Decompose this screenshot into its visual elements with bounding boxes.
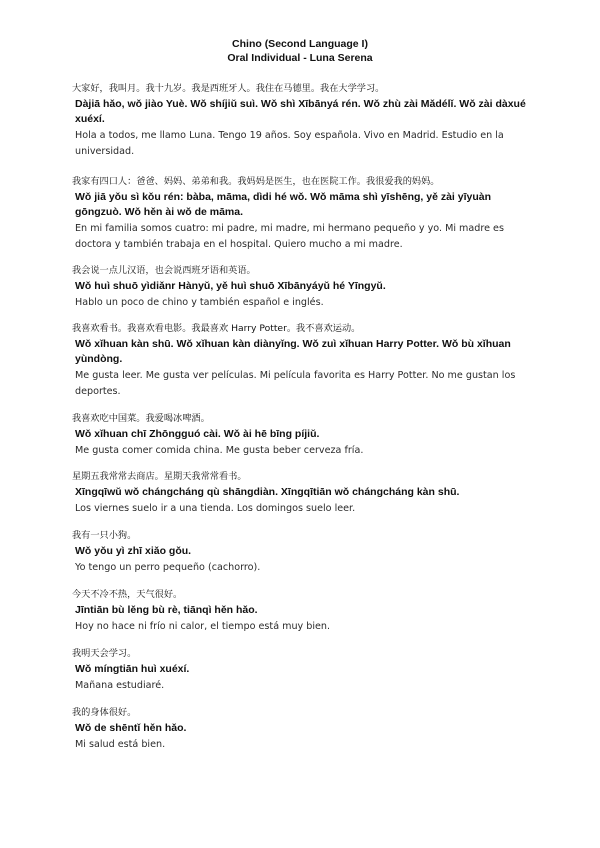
- entry-pet: [72, 529, 528, 576]
- spanish-text: Hoy no hace ni frío ni calor, el tiempo está muy bien.: [75, 621, 331, 632]
- pinyin-text: Wǒ míngtiān huì xuéxí.: [75, 663, 190, 675]
- spanish-text: Yo tengo un perro pequeño (cachorro).: [75, 562, 261, 573]
- entry-weekly-routine: [72, 470, 528, 517]
- spanish-text: Hola a todos, me llamo Luna. Tengo 19 años. Soy española. Vivo en Madrid. Estudio en la universidad.: [75, 130, 504, 157]
- chinese-text: 我明天会学习。: [72, 648, 137, 659]
- chinese-text: 今天不冷不热，天气很好。: [72, 589, 183, 600]
- chinese-text: 星期五我常常去商店。星期天我常常看书。: [72, 471, 247, 482]
- pinyin-text: Wǒ jiā yǒu sì kǒu rén: bàba, māma, dìdi hé wǒ. Wǒ māma shì yīshēng, yě zài yīyuàn gōngzuò. Wǒ hěn ài wǒ de māma.: [75, 191, 492, 218]
- pinyin-text: Wǒ xǐhuan chī Zhōngguó cài. Wǒ ài hē bīng píjiǔ.: [75, 428, 320, 440]
- chinese-text: 我的身体很好。: [72, 707, 137, 718]
- pinyin-text: Xīngqīwǔ wǒ chángcháng qù shāngdiàn. Xīngqītiān wǒ chángcháng kàn shū.: [75, 486, 460, 498]
- pinyin-text: Wǒ xǐhuan kàn shū. Wǒ xǐhuan kàn diànyǐng. Wǒ zuì xǐhuan Harry Potter. Wǒ bù xǐhuan yùndòng.: [75, 338, 511, 365]
- entry-weather: [72, 588, 528, 635]
- chinese-text: 我喜欢吃中国菜。我爱喝冰啤酒。: [72, 413, 210, 424]
- chinese-text: 我喜欢看书。我喜欢看电影。我最喜欢 Harry Potter。我不喜欢运动。: [72, 323, 361, 334]
- document-title: Chino (Second Language I): [232, 38, 368, 50]
- spanish-text: Me gusta comer comida china. Me gusta beber cerveza fría.: [75, 445, 364, 456]
- pinyin-text: Wǒ yǒu yì zhī xiǎo gǒu.: [75, 545, 192, 557]
- entry-food: [72, 412, 528, 459]
- entry-introduction: [72, 82, 528, 159]
- entry-languages: [72, 264, 528, 311]
- spanish-text: Mi salud está bien.: [75, 739, 166, 750]
- spanish-text: Los viernes suelo ir a una tienda. Los domingos suelo leer.: [75, 503, 356, 514]
- chinese-text: 大家好，我叫月。我十九岁。我是西班牙人。我住在马德里。我在大学学习。: [72, 83, 385, 94]
- spanish-text: Hablo un poco de chino y también español e inglés.: [75, 297, 324, 308]
- entry-health: [72, 706, 528, 753]
- spanish-text: Me gusta leer. Me gusta ver películas. Mi película favorita es Harry Potter. No me gustan los deportes.: [75, 370, 516, 397]
- spanish-text: En mi familia somos cuatro: mi padre, mi madre, mi hermano pequeño y yo. Mi madre es doctora y también trabaja en el hospital. Quiero mucho a mi madre.: [75, 223, 504, 250]
- chinese-text: 我会说一点儿汉语，也会说西班牙语和英语。: [72, 265, 256, 276]
- chinese-text: 我家有四口人：爸爸、妈妈、弟弟和我。我妈妈是医生，也在医院工作。我很爱我的妈妈。: [72, 176, 440, 187]
- entry-study-plan: [72, 647, 528, 694]
- pinyin-text: Dàjiā hǎo, wǒ jiào Yuè. Wǒ shíjiǔ suì. Wǒ shì Xībānyá rén. Wǒ zhù zài Mǎdélǐ. Wǒ zài dàxué xuéxí.: [75, 98, 526, 125]
- pinyin-text: Wǒ de shēntǐ hěn hǎo.: [75, 722, 187, 734]
- chinese-text: 我有一只小狗。: [72, 530, 137, 541]
- entry-hobbies: [72, 322, 528, 399]
- pinyin-text: Wǒ huì shuō yìdiǎnr Hànyǔ, yě huì shuō Xībānyáyǔ hé Yīngyǔ.: [75, 280, 386, 292]
- pinyin-text: Jīntiān bù lěng bù rè, tiānqì hěn hǎo.: [75, 604, 258, 616]
- entry-family: [72, 175, 528, 252]
- spanish-text: Mañana estudiaré.: [75, 680, 165, 691]
- document-subtitle: Oral Individual - Luna Serena: [227, 52, 373, 64]
